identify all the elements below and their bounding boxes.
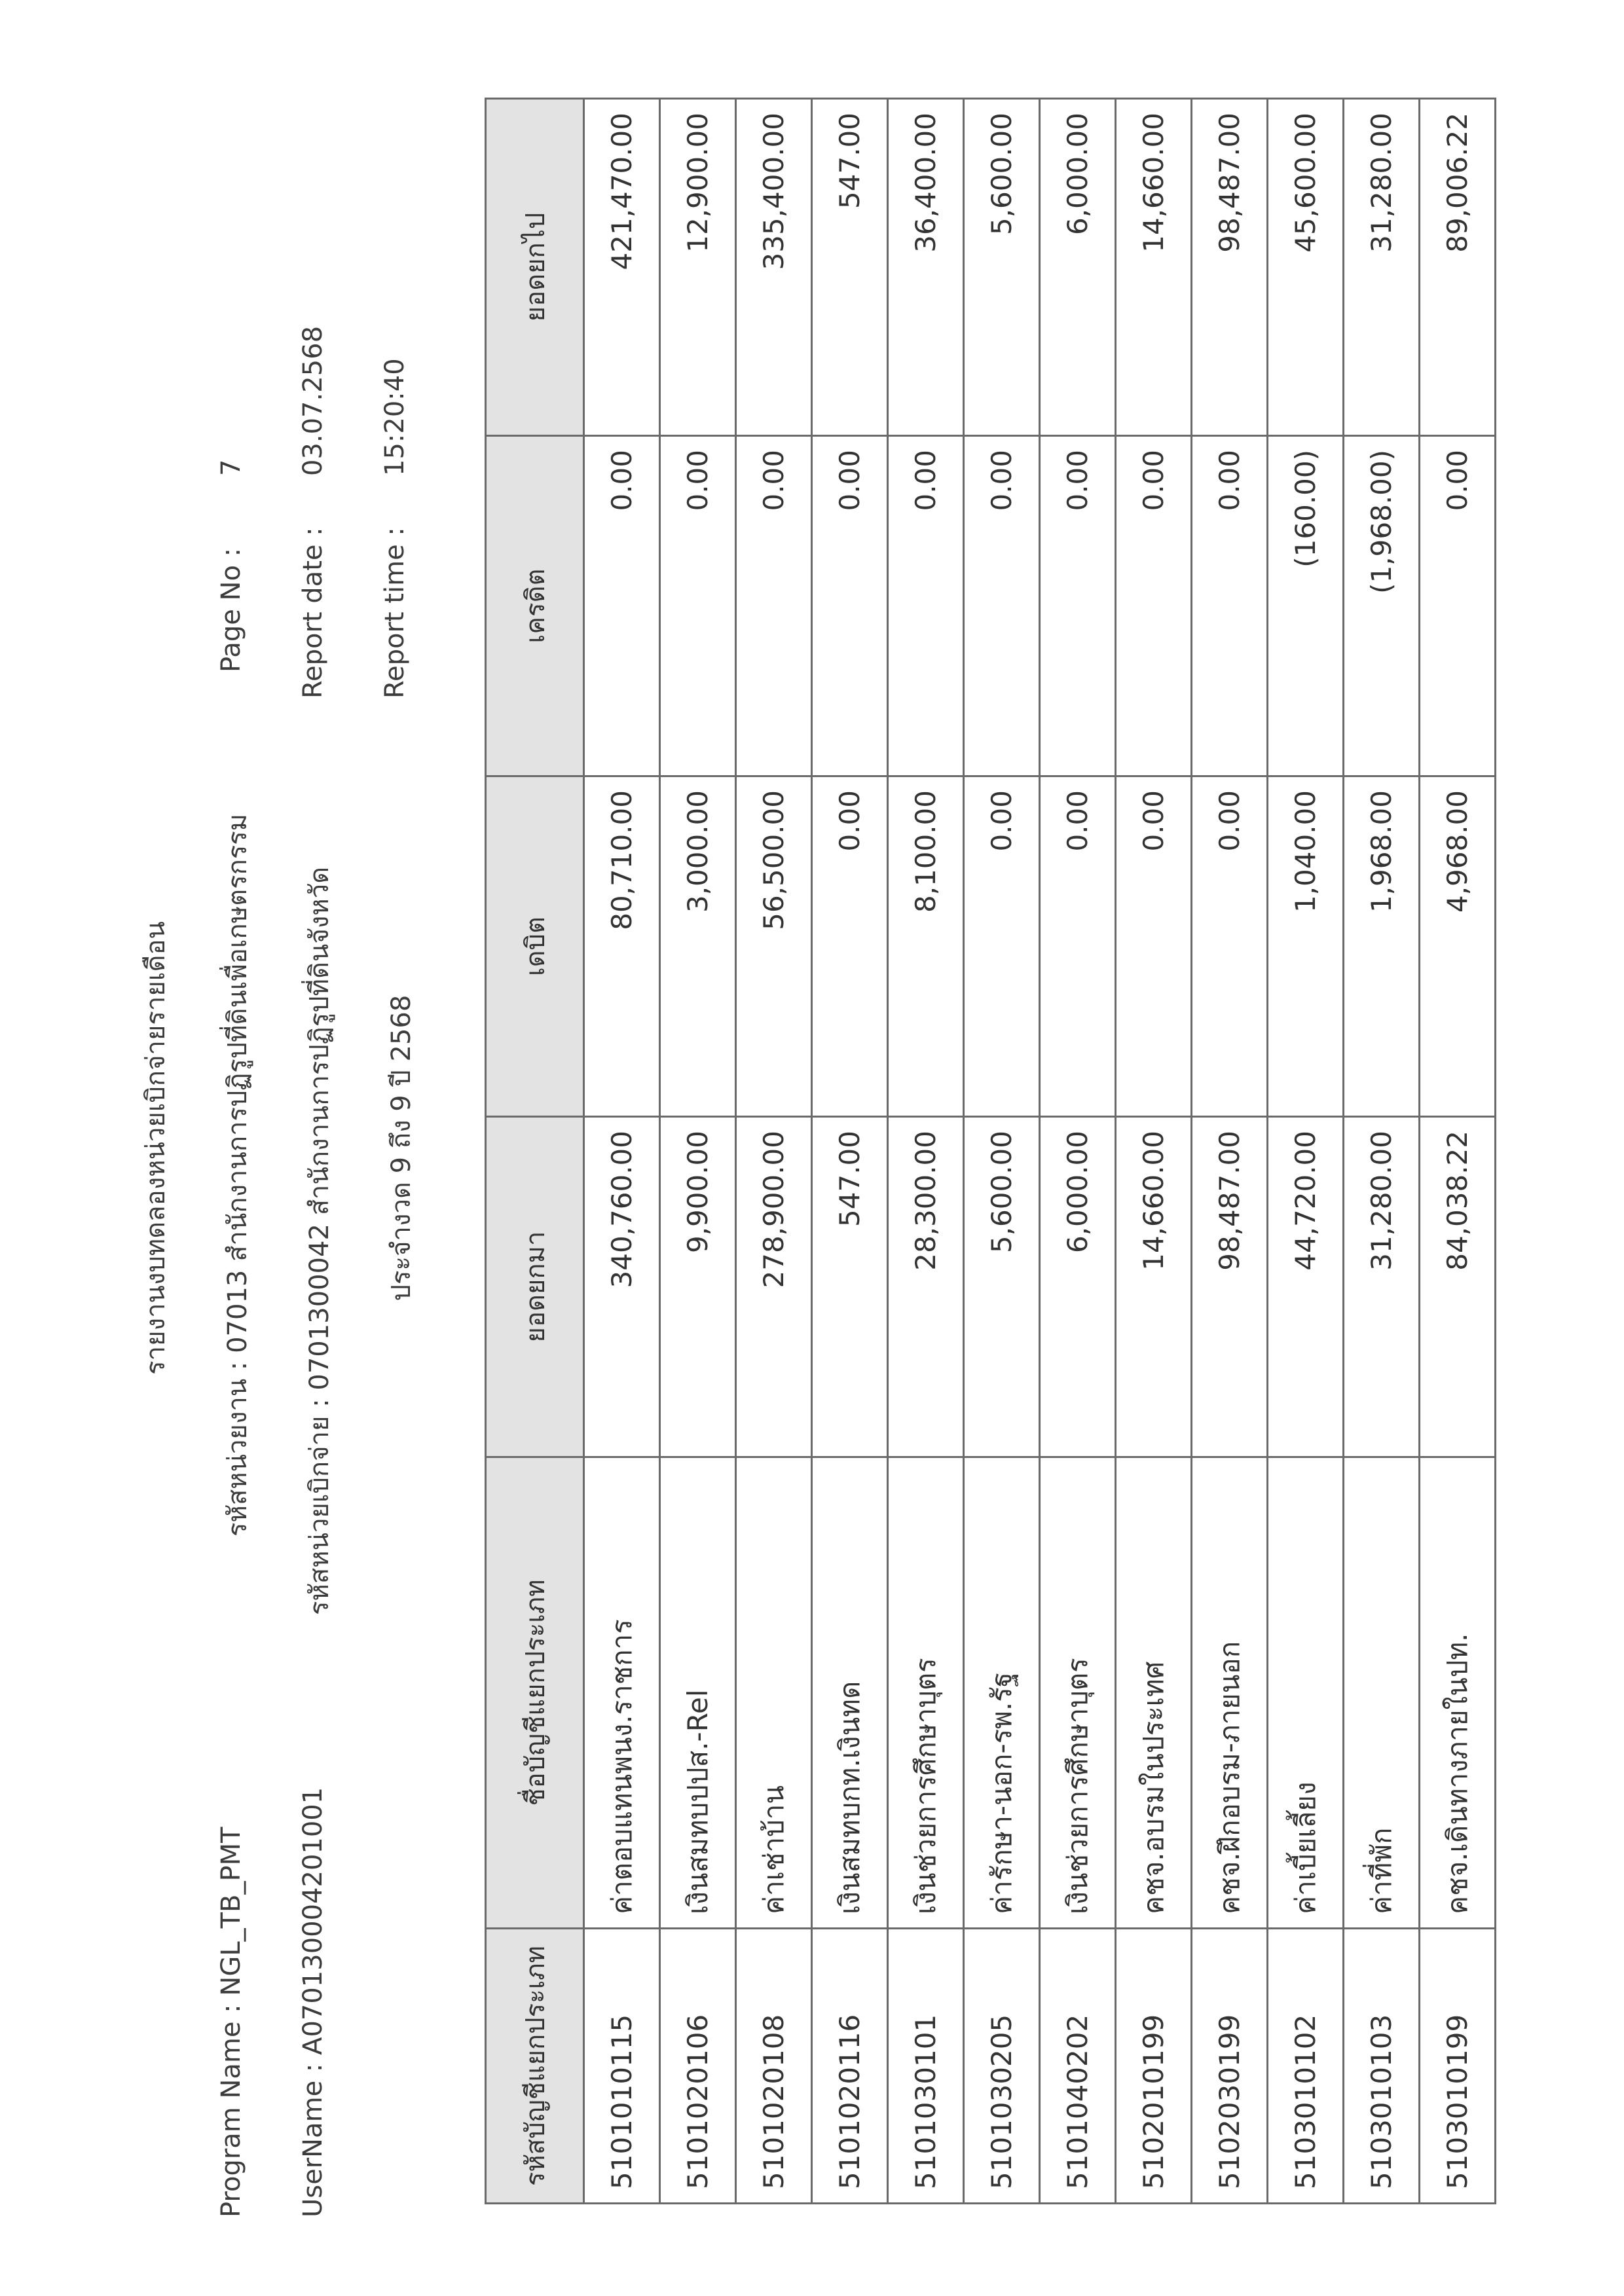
carried-forward-cell: 5,600.00 bbox=[964, 99, 1040, 436]
debit-cell: 56,500.00 bbox=[736, 776, 812, 1117]
table-row bbox=[964, 99, 1040, 2204]
report-date-value: 03.07.2568 bbox=[298, 325, 328, 476]
credit-cell: 0.00 bbox=[660, 436, 736, 776]
carried-forward-cell: 45,600.00 bbox=[1268, 99, 1344, 436]
col-header-balance-forward: ยอดยกมา bbox=[486, 1117, 584, 1457]
table-row bbox=[660, 99, 736, 2204]
account-code-cell: 5102030199 bbox=[1192, 1929, 1268, 2204]
account-code-cell: 5103010103 bbox=[1344, 1929, 1420, 2204]
carried-forward-cell: 89,006.22 bbox=[1420, 99, 1496, 436]
account-name-cell: เงินสมทบกท.เงินทด bbox=[812, 1457, 888, 1929]
debit-cell: 1,968.00 bbox=[1344, 776, 1420, 1117]
carried-forward-cell: 335,400.00 bbox=[736, 99, 812, 436]
table-row bbox=[1116, 99, 1192, 2204]
debit-cell: 0.00 bbox=[1116, 776, 1192, 1117]
col-header-credit: เครดิต bbox=[486, 436, 584, 776]
credit-cell: 0.00 bbox=[1040, 436, 1116, 776]
account-name-cell: ค่ารักษา-นอก-รพ.รัฐ bbox=[964, 1457, 1040, 1929]
account-name-cell: เงินสมทบปปส.-Rel bbox=[660, 1457, 736, 1929]
account-code-cell: 5101030101 bbox=[888, 1929, 964, 2204]
debit-cell: 80,710.00 bbox=[584, 776, 660, 1117]
report-date-label: Report date : bbox=[298, 527, 328, 699]
table-header-row bbox=[486, 99, 584, 2204]
balance-forward-cell: 28,300.00 bbox=[888, 1117, 964, 1457]
account-code-cell: 5103010102 bbox=[1268, 1929, 1344, 2204]
balance-forward-cell: 5,600.00 bbox=[964, 1117, 1040, 1457]
account-name-cell: ค่าที่พัก bbox=[1344, 1457, 1420, 1929]
trial-balance-table bbox=[485, 98, 1496, 2204]
account-name-cell: ค่าเบี้ยเลี้ยง bbox=[1268, 1457, 1344, 1929]
balance-forward-cell: 14,660.00 bbox=[1116, 1117, 1192, 1457]
balance-forward-cell: 278,900.00 bbox=[736, 1117, 812, 1457]
account-code-cell: 5101020116 bbox=[812, 1929, 888, 2204]
balance-forward-cell: 6,000.00 bbox=[1040, 1117, 1116, 1457]
table-row bbox=[1040, 99, 1116, 2204]
account-code-cell: 5103010199 bbox=[1420, 1929, 1496, 2204]
account-code-cell: 5101040202 bbox=[1040, 1929, 1116, 2204]
carried-forward-cell: 14,660.00 bbox=[1116, 99, 1192, 436]
carried-forward-cell: 6,000.00 bbox=[1040, 99, 1116, 436]
account-name-cell: คชจ.ฝึกอบรม-ภายนอก bbox=[1192, 1457, 1268, 1929]
balance-forward-cell: 98,487.00 bbox=[1192, 1117, 1268, 1457]
credit-cell: 0.00 bbox=[1192, 436, 1268, 776]
carried-forward-cell: 36,400.00 bbox=[888, 99, 964, 436]
table-row bbox=[1344, 99, 1420, 2204]
table-row bbox=[888, 99, 964, 2204]
account-name-cell: ค่าเช่าบ้าน bbox=[736, 1457, 812, 1929]
debit-cell: 0.00 bbox=[1040, 776, 1116, 1117]
debit-cell: 4,968.00 bbox=[1420, 776, 1496, 1117]
table-row bbox=[736, 99, 812, 2204]
col-header-debit: เดบิต bbox=[486, 776, 584, 1117]
carried-forward-cell: 547.00 bbox=[812, 99, 888, 436]
col-header-account-code: รหัสบัญชีแยกประเภท bbox=[486, 1929, 584, 2204]
account-name-cell: ค่าตอบแทนพนง.ราชการ bbox=[584, 1457, 660, 1929]
balance-forward-cell: 44,720.00 bbox=[1268, 1117, 1344, 1457]
account-name-cell: เงินช่วยการศึกษาบุตร bbox=[1040, 1457, 1116, 1929]
period-line: ประจำงวด 9 ถึง 9 ปี 2568 bbox=[386, 994, 416, 1302]
disbursement-unit-line: รหัสหน่วยเบิกจ่าย : 0701300042 สำนักงานการปฏิรูปที่ดินจังหวัด bbox=[304, 866, 335, 1615]
credit-cell: 0.00 bbox=[1116, 436, 1192, 776]
col-header-carried-forward: ยอดยกไป bbox=[486, 99, 584, 436]
debit-cell: 8,100.00 bbox=[888, 776, 964, 1117]
credit-cell: 0.00 bbox=[584, 436, 660, 776]
balance-forward-cell: 9,900.00 bbox=[660, 1117, 736, 1457]
account-name-cell: คชจ.อบรมในประเทศ bbox=[1116, 1457, 1192, 1929]
table-row bbox=[1420, 99, 1496, 2204]
credit-cell: 0.00 bbox=[736, 436, 812, 776]
debit-cell: 0.00 bbox=[812, 776, 888, 1117]
table-row bbox=[1268, 99, 1344, 2204]
report-title: รายงานงบทดลองหน่วยเบิกจ่ายรายเดือน bbox=[141, 921, 171, 1375]
debit-cell: 0.00 bbox=[1192, 776, 1268, 1117]
account-code-cell: 5101010115 bbox=[584, 1929, 660, 2204]
carried-forward-cell: 12,900.00 bbox=[660, 99, 736, 436]
debit-cell: 3,000.00 bbox=[660, 776, 736, 1117]
carried-forward-cell: 421,470.00 bbox=[584, 99, 660, 436]
account-name-cell: เงินช่วยการศึกษาบุตร bbox=[888, 1457, 964, 1929]
carried-forward-cell: 98,487.00 bbox=[1192, 99, 1268, 436]
col-header-account-name: ชื่อบัญชีแยกประเภท bbox=[486, 1457, 584, 1929]
account-code-cell: 5101030205 bbox=[964, 1929, 1040, 2204]
account-name-cell: คชจ.เดินทางภายในปท. bbox=[1420, 1457, 1496, 1929]
credit-cell: 0.00 bbox=[888, 436, 964, 776]
credit-cell: 0.00 bbox=[964, 436, 1040, 776]
table-row bbox=[812, 99, 888, 2204]
user-name: UserName : A070130004201001 bbox=[298, 1787, 328, 2217]
credit-cell: 0.00 bbox=[1420, 436, 1496, 776]
table-row bbox=[584, 99, 660, 2204]
account-code-cell: 5101020108 bbox=[736, 1929, 812, 2204]
debit-cell: 1,040.00 bbox=[1268, 776, 1344, 1117]
report-time-label: Report time : bbox=[380, 527, 410, 699]
report-time-value: 15:20:40 bbox=[380, 358, 410, 476]
page-no-value: 7 bbox=[216, 459, 246, 476]
balance-forward-cell: 84,038.22 bbox=[1420, 1117, 1496, 1457]
page-no-label: Page No : bbox=[216, 547, 246, 672]
credit-cell: 0.00 bbox=[812, 436, 888, 776]
balance-forward-cell: 340,760.00 bbox=[584, 1117, 660, 1457]
balance-forward-cell: 31,280.00 bbox=[1344, 1117, 1420, 1457]
account-code-cell: 5102010199 bbox=[1116, 1929, 1192, 2204]
program-name: Program Name : NGL_TB_PMT bbox=[216, 1827, 246, 2217]
credit-cell: (160.00) bbox=[1268, 436, 1344, 776]
account-code-cell: 5101020106 bbox=[660, 1929, 736, 2204]
unit-line: รหัสหน่วยงาน : 07013 สำนักงานการปฏิรูปที่ดินเพื่อเกษตรกรรม bbox=[223, 813, 253, 1537]
balance-forward-cell: 547.00 bbox=[812, 1117, 888, 1457]
table-row bbox=[1192, 99, 1268, 2204]
debit-cell: 0.00 bbox=[964, 776, 1040, 1117]
credit-cell: (1,968.00) bbox=[1344, 436, 1420, 776]
carried-forward-cell: 31,280.00 bbox=[1344, 99, 1420, 436]
